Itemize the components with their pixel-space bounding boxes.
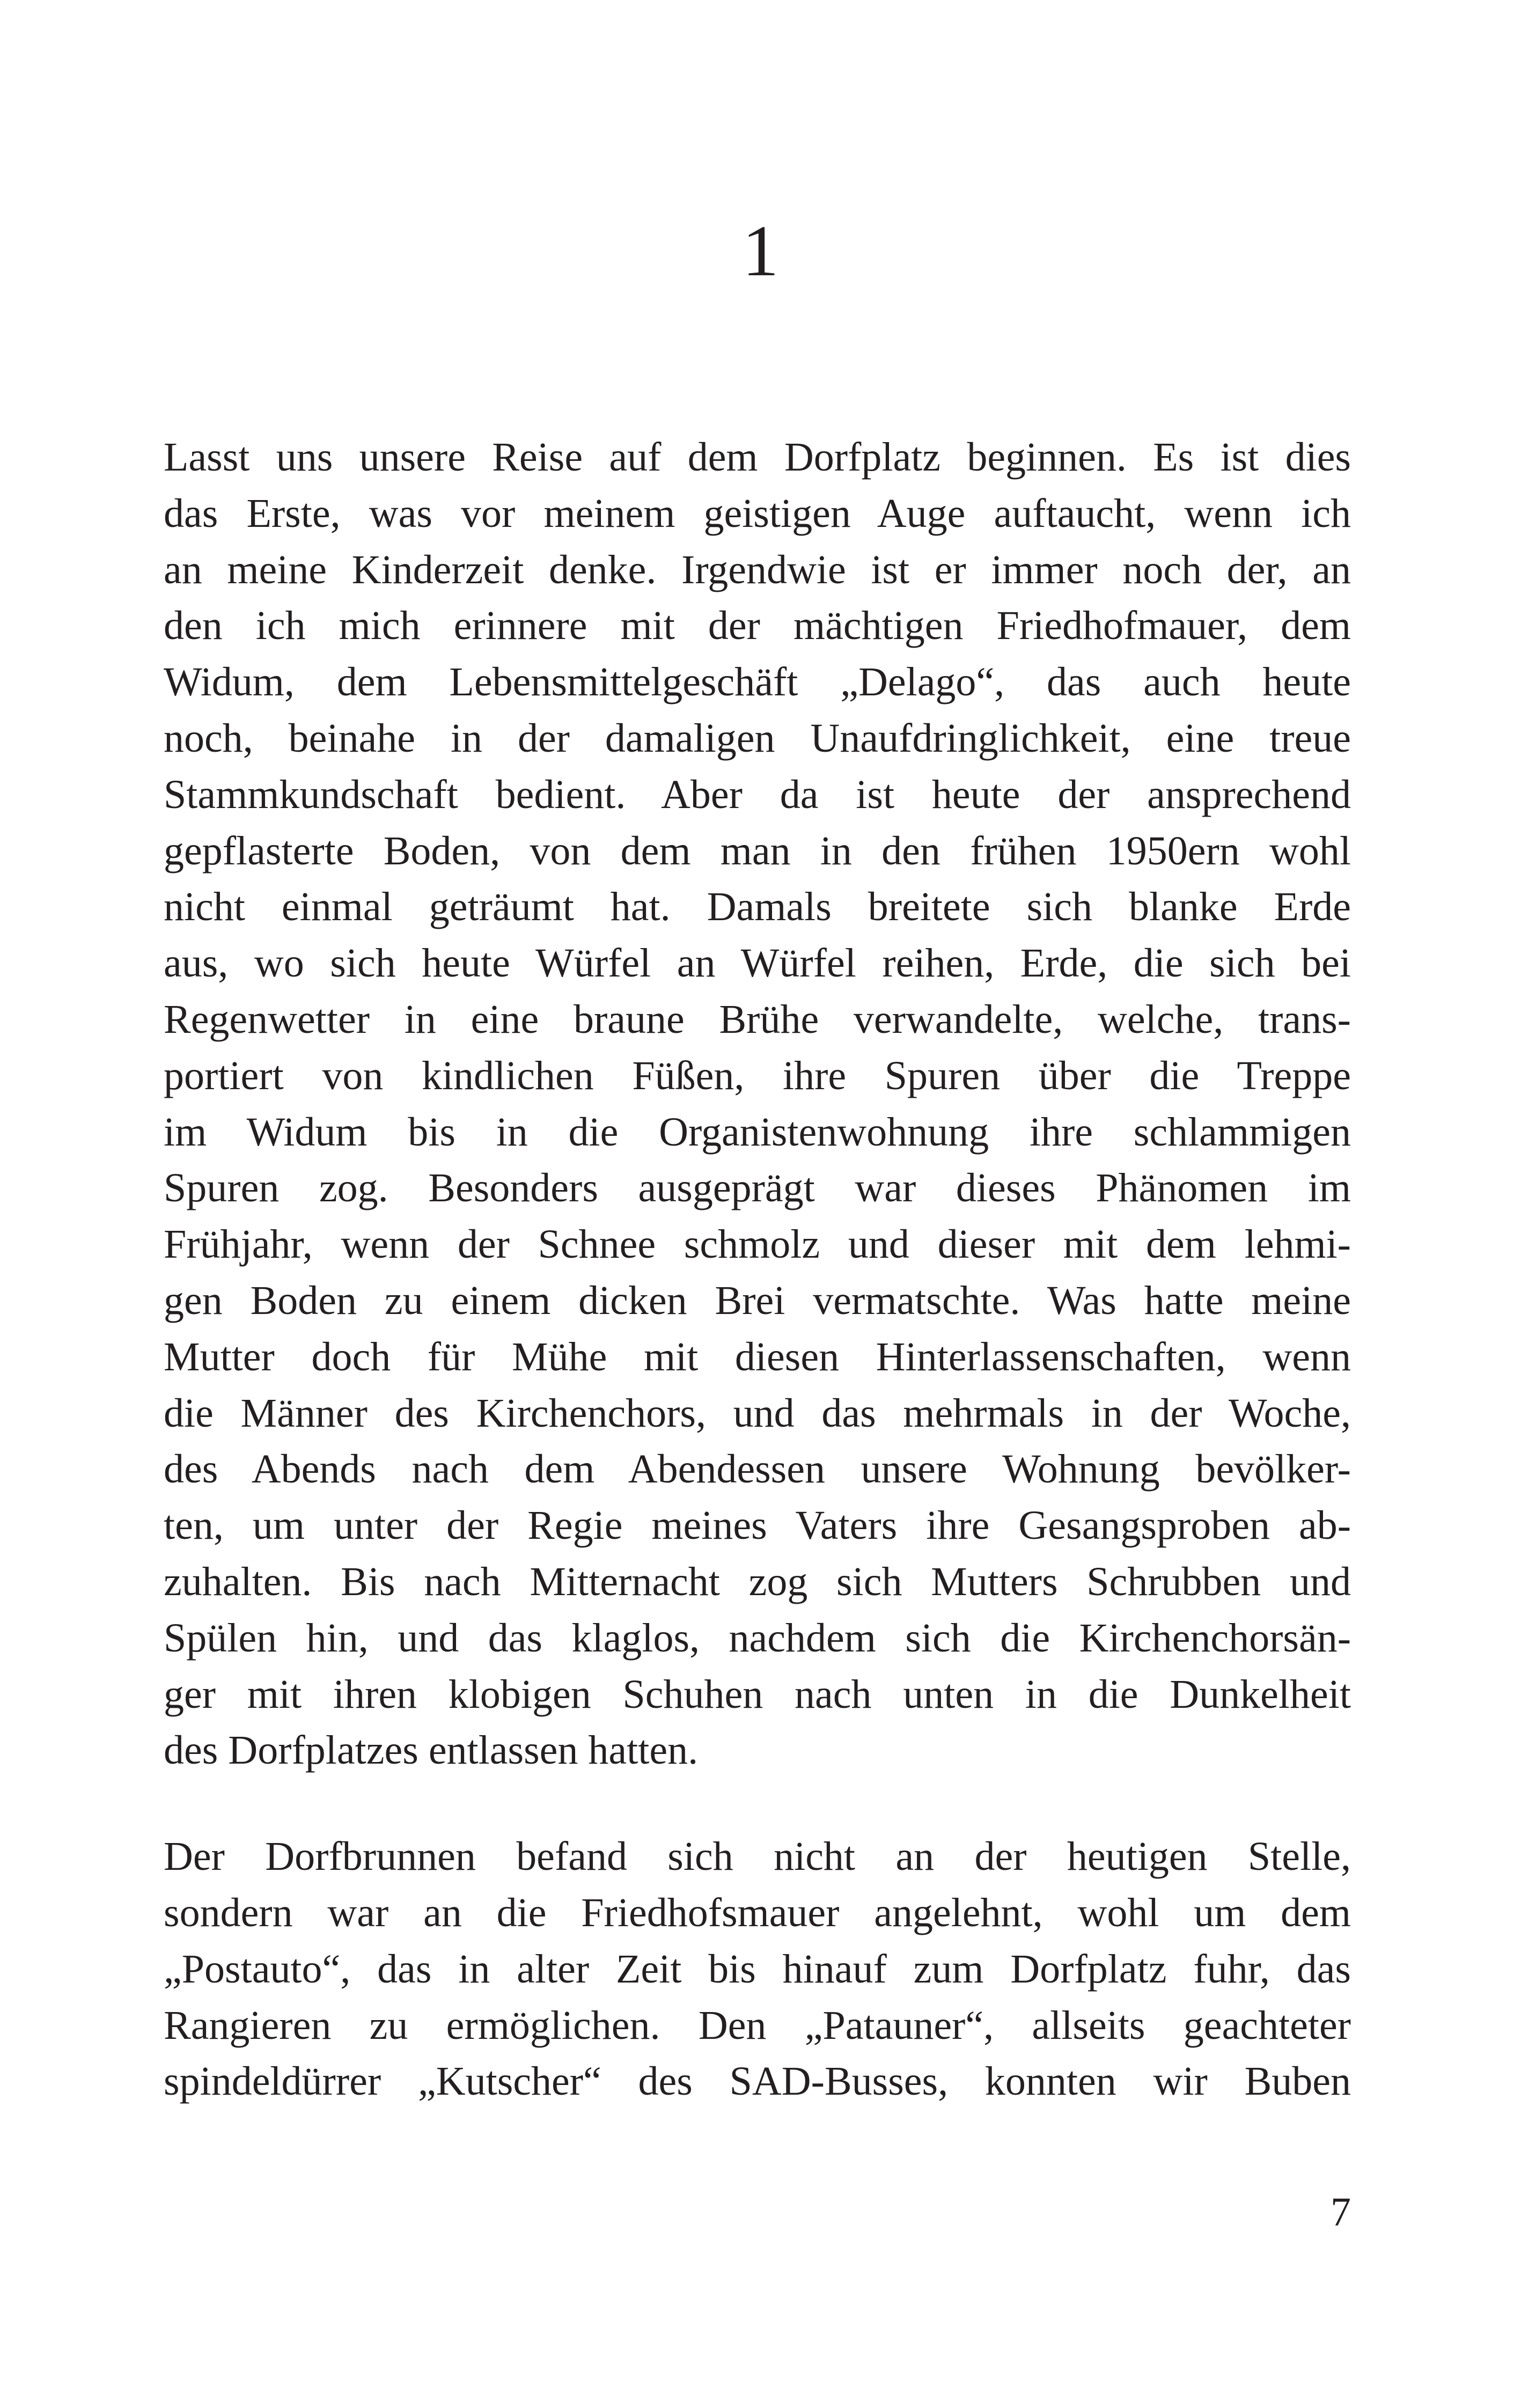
text-line: das Erste, was vor meinem geistigen Auge auftaucht, wenn ich	[164, 490, 1351, 536]
text-line: zuhalten. Bis nach Mitternacht zog sich Mutters Schrubben und	[164, 1559, 1351, 1604]
page-number: 7	[1331, 2190, 1351, 2235]
text-line: aus, wo sich heute Würfel an Würfel reihen, Erde, die sich bei	[164, 941, 1351, 986]
text-line: sondern war an die Friedhofsmauer angelehnt, wohl um dem	[164, 1890, 1351, 1935]
text-line: Spülen hin, und das klaglos, nachdem sich die Kirchenchorsän-	[164, 1615, 1351, 1661]
text-line: an meine Kinderzeit denke. Irgendwie ist er immer noch der, an	[164, 547, 1351, 592]
text-line: Rangieren zu ermöglichen. Den „Patauner“, allseits geachteter	[164, 2002, 1351, 2048]
text-line: gen Boden zu einem dicken Brei vermatschte. Was hatte meine	[164, 1278, 1351, 1323]
body-text	[164, 429, 1351, 2110]
chapter-number: 1	[742, 211, 779, 291]
text-line: noch, beinahe in der damaligen Unaufdringlichkeit, eine treue	[164, 715, 1351, 761]
text-line: nicht einmal geträumt hat. Damals breitete sich blanke Erde	[164, 884, 1351, 930]
text-line: „Postauto“, das in alter Zeit bis hinauf zum Dorfplatz fuhr, das	[164, 1946, 1351, 1992]
text-line: den ich mich erinnere mit der mächtigen Friedhofmauer, dem	[164, 603, 1351, 649]
text-line: Frühjahr, wenn der Schnee schmolz und dieser mit dem lehmi-	[164, 1222, 1351, 1267]
text-line: gepflasterte Boden, von dem man in den frühen 1950ern wohl	[164, 828, 1351, 873]
text-line: Widum, dem Lebensmittelgeschäft „Delago“, das auch heute	[164, 659, 1351, 705]
paragraph-1	[164, 429, 1351, 1779]
text-line: die Männer des Kirchenchors, und das mehrmals in der Woche,	[164, 1390, 1351, 1436]
text-line: spindeldürrer „Kutscher“ des SAD-Busses, konnten wir Buben	[164, 2059, 1351, 2104]
text-line: Mutter doch für Mühe mit diesen Hinterlassenschaften, wenn	[164, 1334, 1351, 1379]
text-line: des Dorfplatzes entlassen hatten.	[164, 1728, 699, 1773]
text-line: im Widum bis in die Organistenwohnung ihre schlammigen	[164, 1109, 1351, 1155]
text-line: Der Dorfbrunnen befand sich nicht an der heutigen Stelle,	[164, 1834, 1351, 1880]
text-line: portiert von kindlichen Füßen, ihre Spuren über die Treppe	[164, 1053, 1351, 1098]
text-line: Spuren zog. Besonders ausgeprägt war dieses Phänomen im	[164, 1165, 1351, 1211]
text-line: Regenwetter in eine braune Brühe verwandelte, welche, trans-	[164, 996, 1351, 1042]
text-line: Stammkundschaft bedient. Aber da ist heute der ansprechend	[164, 772, 1351, 817]
text-line: ten, um unter der Regie meines Vaters ihre Gesangsproben ab-	[164, 1503, 1351, 1548]
paragraph-2	[164, 1829, 1351, 2110]
text-line: des Abends nach dem Abendessen unsere Wohnung bevölker-	[164, 1447, 1351, 1492]
text-line: Lasst uns unsere Reise auf dem Dorfplatz beginnen. Es ist dies	[164, 435, 1351, 480]
text-line: ger mit ihren klobigen Schuhen nach unten in die Dunkelheit	[164, 1671, 1351, 1717]
